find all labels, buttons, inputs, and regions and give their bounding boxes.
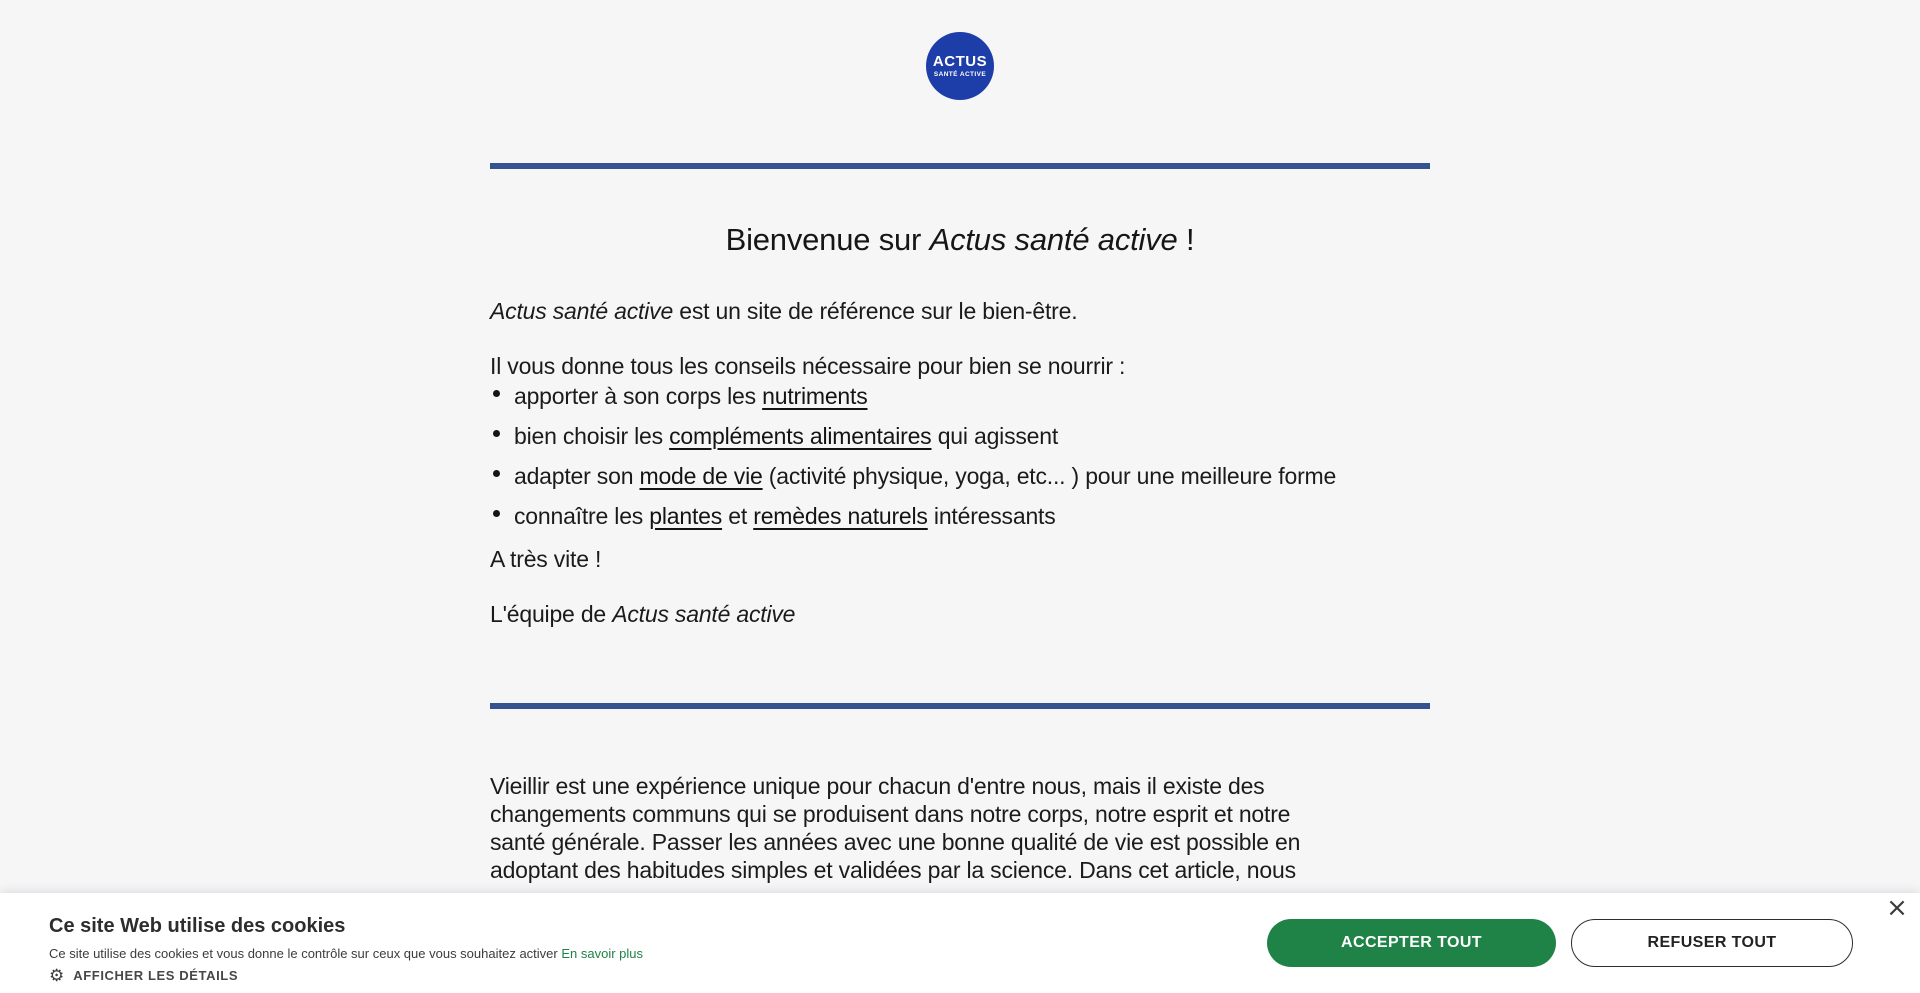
bullet-dot <box>493 430 500 437</box>
signature-sitename: Actus santé active <box>612 601 796 627</box>
signature-paragraph <box>490 600 1430 628</box>
list-item <box>490 462 1430 490</box>
page-title-prefix: Bienvenue sur <box>725 222 930 257</box>
intro-rest: est un site de référence sur le bien-être. <box>673 298 1078 324</box>
bullet-dot <box>493 470 500 477</box>
close-icon[interactable]: × <box>1882 893 1912 923</box>
list-item-text: apporter à son corps les <box>514 383 763 409</box>
link-mode-de-vie[interactable]: mode de vie <box>639 463 763 489</box>
article-line: changements communs qui se produisent dans notre corps, notre esprit et notre <box>490 801 1291 827</box>
list-item-text: et <box>722 503 754 529</box>
learn-more-link[interactable]: En savoir plus <box>561 946 643 961</box>
bullet-dot <box>493 390 500 397</box>
list-item <box>490 422 1430 450</box>
list-item <box>490 382 1430 410</box>
accept-all-button[interactable]: ACCEPTER TOUT <box>1267 919 1556 967</box>
logo-subtitle: SANTÉ ACTIVE <box>933 70 987 78</box>
list-item-text: intéressants <box>927 503 1056 529</box>
site-logo[interactable] <box>926 32 994 100</box>
main-content <box>490 0 1430 884</box>
refuse-all-button[interactable]: REFUSER TOUT <box>1571 919 1853 967</box>
page-title-sitename: Actus santé active <box>929 222 1178 257</box>
link-remedes-naturels[interactable]: remèdes naturels <box>753 503 928 529</box>
cookie-banner-actions <box>1267 893 1920 993</box>
benefits-list <box>490 382 1430 530</box>
logo-title: ACTUS <box>932 52 988 70</box>
article-paragraph <box>490 772 1430 884</box>
closing-paragraph: A très vite ! <box>490 546 602 572</box>
cookie-banner-text <box>0 893 1267 993</box>
site-logo-wrap <box>490 0 1430 100</box>
bullet-dot <box>493 510 500 517</box>
article-line: Vieillir est une expérience unique pour chacun d'entre nous, mais il existe des <box>490 773 1265 799</box>
link-plantes[interactable]: plantes <box>649 503 723 529</box>
article-line: adoptant des habitudes simples et validées par la science. Dans cet article, nous <box>490 857 1296 883</box>
list-item-text: connaître les <box>514 503 650 529</box>
intro-paragraph <box>490 297 1430 325</box>
cookie-banner-title: Ce site Web utilise des cookies <box>49 915 346 937</box>
signature-prefix: L'équipe de <box>490 601 613 627</box>
gear-icon: ⚙ <box>49 966 65 985</box>
middle-divider <box>490 703 1430 709</box>
list-item <box>490 502 1430 530</box>
cookie-banner-description <box>49 946 1267 961</box>
page-title-suffix: ! <box>1177 222 1195 257</box>
list-item-text: (activité physique, yoga, etc... ) pour une meilleure forme <box>762 463 1337 489</box>
cookie-description-text: Ce site utilise des cookies et vous donne le contrôle sur ceux que vous souhaitez activer <box>49 946 562 961</box>
cookie-consent-banner <box>0 893 1920 993</box>
list-item-text: bien choisir les <box>514 423 670 449</box>
list-item-text: qui agissent <box>931 423 1059 449</box>
link-nutriments[interactable]: nutriments <box>762 383 868 409</box>
show-details-label: AFFICHER LES DÉTAILS <box>73 968 239 983</box>
link-complements-alimentaires[interactable]: compléments alimentaires <box>669 423 932 449</box>
show-details-button[interactable] <box>49 967 1267 984</box>
article-line: santé générale. Passer les années avec une bonne qualité de vie est possible en <box>490 829 1301 855</box>
list-lead-paragraph: Il vous donne tous les conseils nécessaire pour bien se nourrir : <box>490 353 1126 379</box>
top-divider <box>490 163 1430 169</box>
list-item-text: adapter son <box>514 463 640 489</box>
page-title <box>490 221 1430 258</box>
intro-sitename: Actus santé active <box>490 298 674 324</box>
